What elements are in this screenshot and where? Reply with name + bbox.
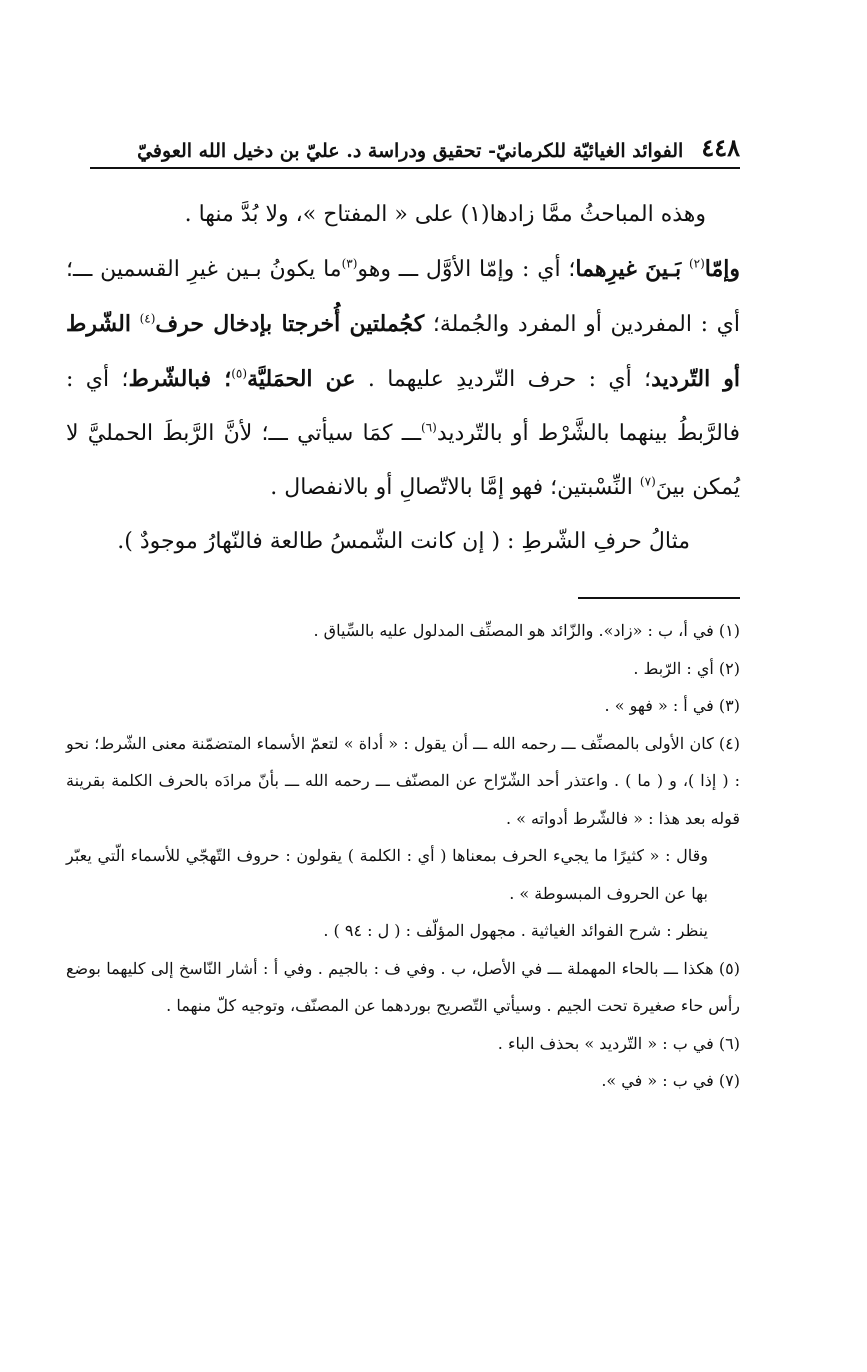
footnotes	[66, 612, 740, 1100]
footnote-5: (٥) هكذا ـــ بالحاء المهملة ـــ في الأصل، ب . وفي ف : بالجيم . وفي أ : أشار النّاسخ إلى كليهما بوضع رأس حاء صغيرة تحت الجيم . وسيأتي التّصريح بوردهما عن المصنّف، وتوجيه كلّ منهما .	[66, 958, 740, 1015]
paragraph-2	[66, 242, 740, 515]
commentary-text: ؛ أي : وإمّا الأوَّل ـــ وهو	[357, 257, 576, 282]
footnote-6: (٦) في ب : « التّرديد » بحذف الباء .	[497, 1033, 740, 1053]
page-number: ٤٤٨	[701, 133, 740, 162]
footnote-1: (١) في أ، ب : «زاد». والزّائد هو المصنِّف المدلول عليه بالسِّياق .	[313, 621, 740, 640]
main-text	[66, 188, 740, 569]
matn-text: الشّرط أو التّرديد	[66, 311, 740, 392]
commentary-text: ـــ كمَا سيأتي ـــ؛ لأنَّ الرَّبطَ الحمليَّ لا يُمكن بينَ	[66, 421, 740, 500]
footnote-4: (٤) كان الأولى بالمصنِّف ـــ رحمه الله ـــ أن يقول : « أداة » لتعمّ الأسماء المتضمّنة معنى الشّرط؛ نحو : ( إذا )، و ( ما ) . واعتذر أحد الشّرّاح عن المصنّف ـــ رحمه الله ـــ بأنّ مرادَه بالحرف الكلمة بقرينة قوله بعد هذا : « فالشّرط أدواته » .	[66, 733, 740, 828]
footnote-ref: (٤)	[139, 311, 156, 326]
footnote-4-continued: وقال : « كثيرًا ما يجيء الحرف بمعناها ( أي : الكلمة ) يقولون : حروف التّهجّي للأسماء الّتي يعبّر بها عن الحروف المبسوطة » .	[66, 846, 708, 903]
matn-text: بَـينَ غيرِهما	[575, 256, 682, 282]
matn-text: عن الحمَليَّة	[247, 366, 356, 392]
footnote-ref: (٢)	[688, 256, 705, 271]
footnote-ref: (٣)	[341, 256, 358, 271]
paragraph-1: وهذه المباحثُ ممَّا زادها(١) على « المفتاح »، ولا بُدَّ منها .	[184, 202, 706, 227]
commentary-text: النِّسْبتين؛ فهو إمَّا بالاتّصالِ أو بالانفصال .	[270, 475, 633, 500]
matn-text: ؛ فبالشّرط	[128, 366, 232, 392]
footnote-ref: (٦)	[421, 420, 437, 435]
commentary-text: ؛ أي : حرف التّرديدِ عليهما .	[367, 367, 652, 392]
page-header	[92, 126, 740, 162]
matn-text: وإمّا	[704, 256, 740, 282]
footnote-2: (٢) أي : الرّبط .	[633, 658, 740, 678]
footnote-7: (٧) في ب : « في ».	[601, 1071, 740, 1090]
footnote-3: (٣) في أ : « فهو » .	[604, 696, 740, 715]
commentary-text: ؛ أي : فالرَّبطُ بينهما بالشَّرْط أو بالتّرديد	[66, 367, 740, 446]
running-title: الفوائد الغيائيّة للكرمانيّ- تحقيق ودراسة د. عليّ بن دخيل الله العوفيّ	[137, 140, 684, 162]
matn-text: كجُملتين أُخرجتا بإدخال حرف	[155, 311, 425, 337]
header-rule	[90, 167, 740, 169]
footnote-4-reference: ينظر : شرح الفوائد الغياثية . مجهول المؤلّف : ( ل : ٩٤ ) .	[323, 921, 708, 940]
paragraph-3: مثالُ حرفِ الشّرطِ : ( إن كانت الشّمسُ طالعة فالنّهارُ موجودٌ ).	[117, 529, 690, 554]
footnote-ref: (٥)	[231, 366, 248, 381]
footnote-ref: (٧)	[639, 474, 656, 489]
commentary-text: ما يكونُ بـين غيرِ القسمين ـــ؛ أي : المفردين أو المفرد والجُملة؛	[66, 257, 740, 337]
footnote-separator	[578, 597, 740, 599]
